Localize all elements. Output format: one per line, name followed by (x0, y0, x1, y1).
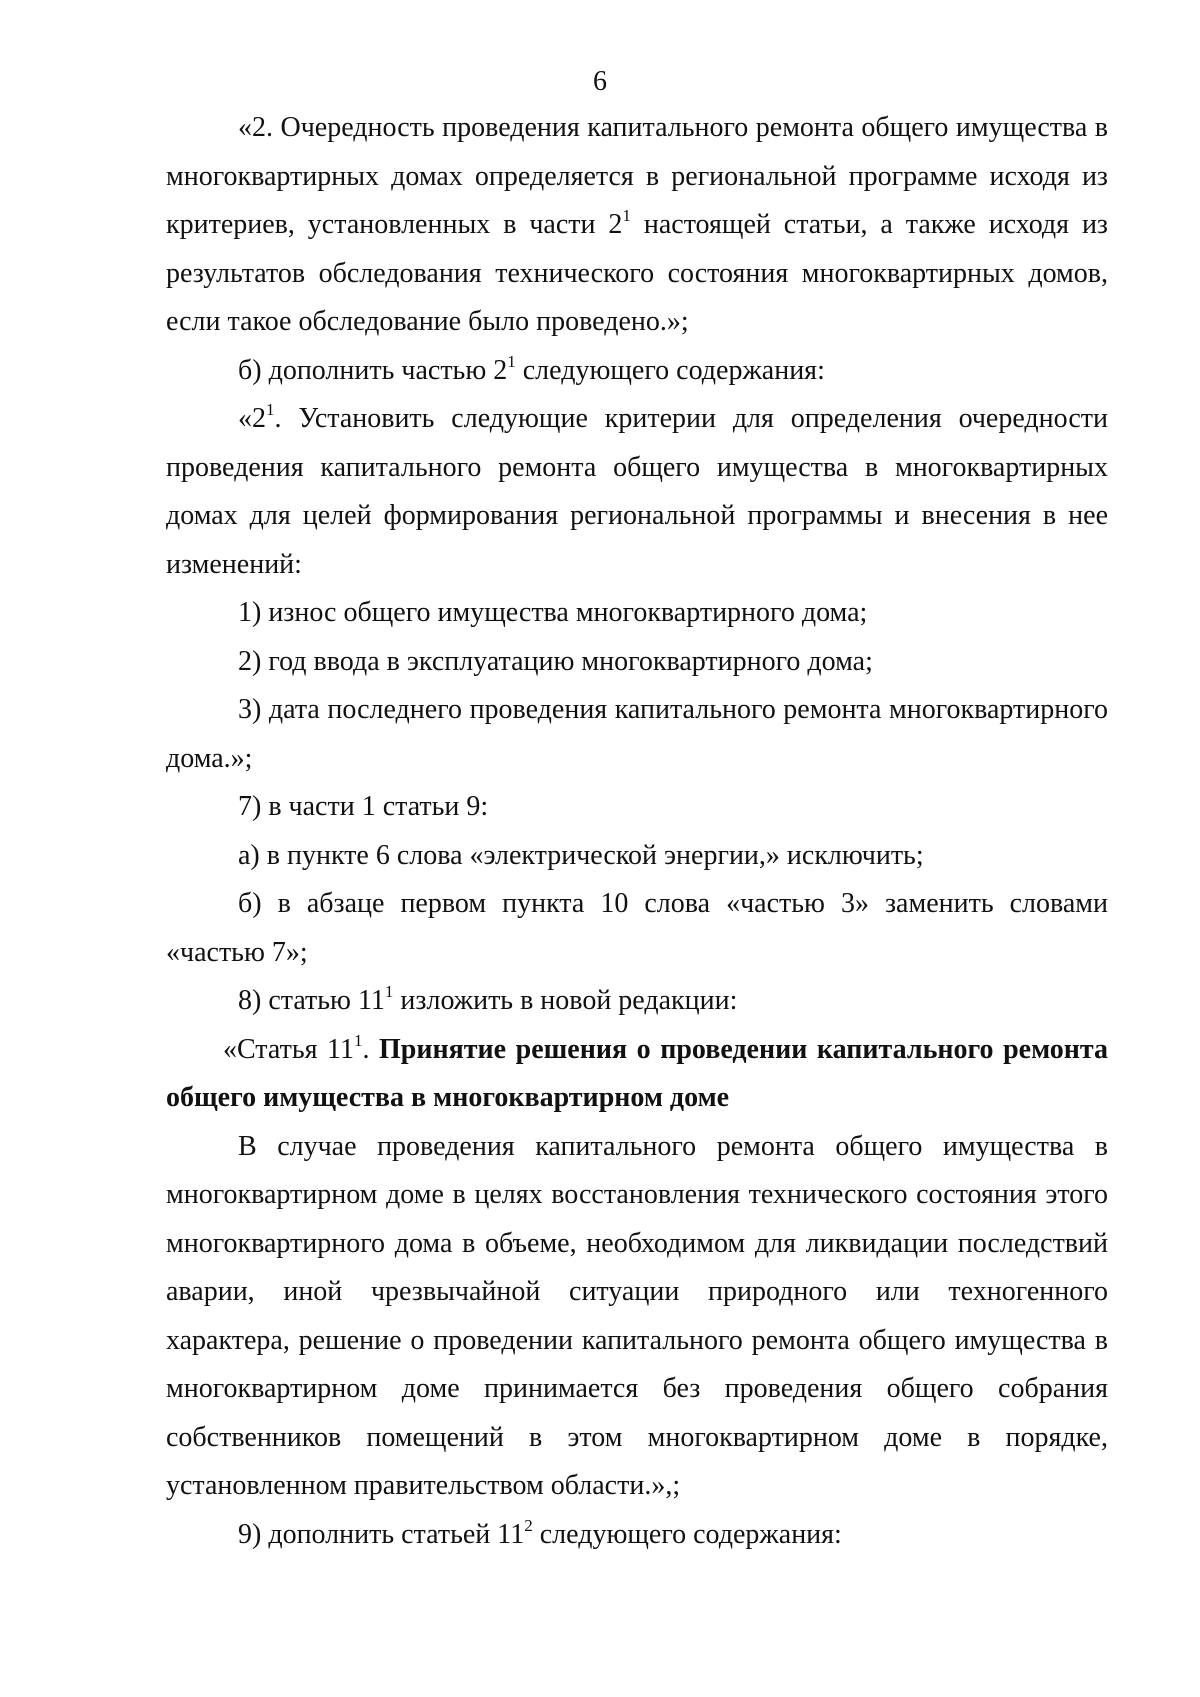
article-body: В случае проведения капитального ремонта общего имущества в многоквартирном доме в целях восстановления технического состояния этого многоквартирного дома в объеме, необходимом для ликвидации последствий аварии, иной чрезвычайной ситуации природного или техногенного характера, решение о проведении капитального ремонта общего имущества в многоквартирном доме принимается без проведения общего собрания собственников помещений в этом многоквартирном доме в порядке, установленном правительством области.»,; (166, 1130, 1108, 1501)
article-heading: «Статья $11^1$. Принятие решения о проведении капитального ремонта общего имущества в многоквартирном доме (166, 1030, 1109, 1113)
list-item-3: 3) дата последнего проведения капитального ремонта многоквартирного дома.»; (166, 694, 1108, 774)
article-title: Принятие решения о проведении капитального ремонта общего имущества в многоквартирном доме (166, 1033, 1109, 1113)
paragraph-item-7b: б) в абзаце первом пункта 10 слова «частью 3» заменить словами «частью 7»; (166, 888, 1108, 968)
page-number: 6 (593, 66, 607, 97)
list-item-2: 2) год ввода в эксплуатацию многоквартирного дома; (238, 645, 873, 677)
paragraph-item-7a: а) в пункте 6 слова «электрической энергии,» исключить; (238, 839, 924, 871)
document-body (166, 104, 1108, 1559)
paragraph-item-8: 8) статью $11^1$ изложить в новой редакции: (238, 982, 738, 1016)
paragraph-item-9: 9) дополнить статьей $11^2$ следующего содержания: (238, 1515, 842, 1550)
paragraph-part-2: «2. Очередность проведения капитального ремонта общего имущества в многоквартирных домах определяется в региональной программе исходя из критериев, установленных в части $2^1$ настоящей статьи, а также исходя из результатов обследования технического состояния многоквартирных домов, если такое обследование было проведено.»; (166, 112, 1108, 337)
paragraph-part-2-1: «$2^1$. Установить следующие критерии для определения очередности проведения капитального ремонта общего имущества в многоквартирных домах для целей формирования региональной программы и внесения в нее изменений: (166, 400, 1108, 580)
list-item-1: 1) износ общего имущества многоквартирного дома; (238, 597, 868, 628)
paragraph-amend-b: б) дополнить частью $2^1$ следующего содержания: (238, 351, 825, 386)
paragraph-item-7: 7) в части 1 статьи 9: (238, 791, 489, 822)
